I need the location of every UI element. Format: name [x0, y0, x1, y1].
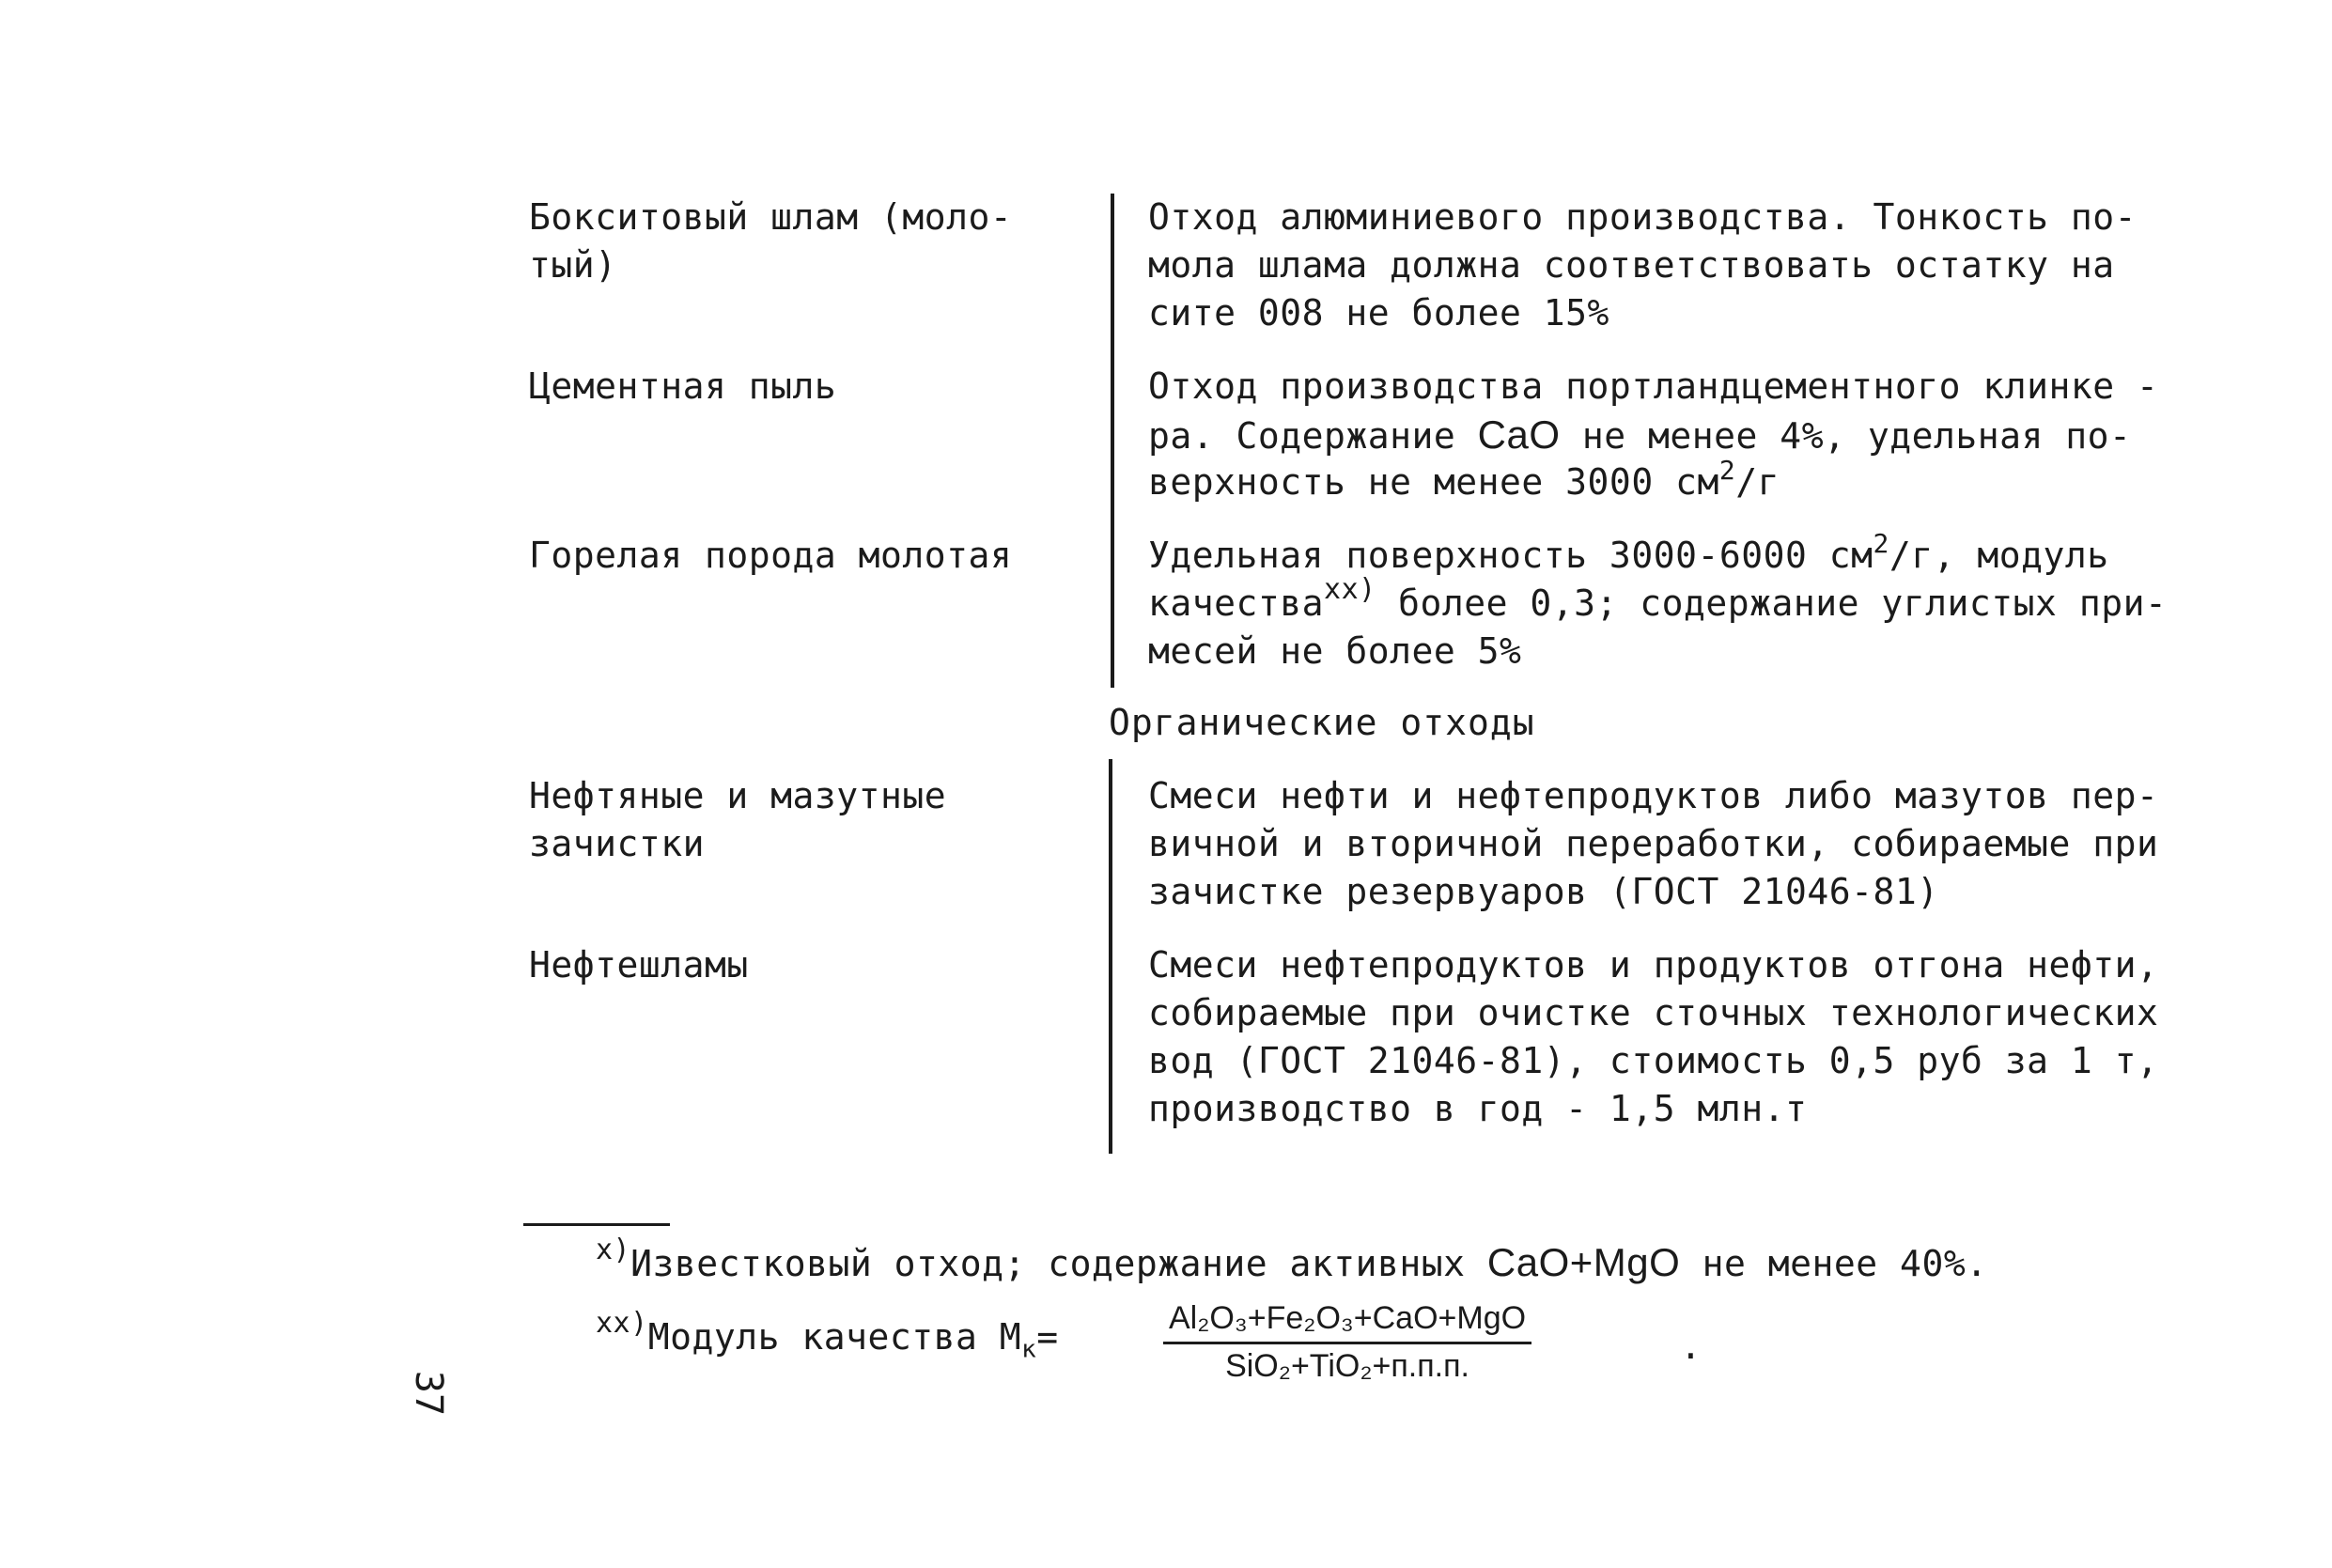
row-desc-line: собираемые при очистке сточных технологических — [1148, 992, 2159, 1033]
footnote-2 — [596, 1307, 1059, 1374]
row-desc-line: месей не более 5% — [1148, 630, 1522, 672]
row-name: Горелая порода молотая — [529, 535, 1013, 576]
footnote-rule — [523, 1223, 670, 1226]
superscript: 2 — [1873, 528, 1889, 559]
text-span: не менее 4%, удельная по- — [1560, 415, 2132, 457]
text-span: /г, модуль — [1889, 535, 2109, 576]
chem-formula: CaO+MgO — [1486, 1240, 1681, 1284]
column-divider — [1111, 194, 1114, 688]
superscript: 2 — [1718, 455, 1736, 486]
text-span: не менее 40%. — [1680, 1243, 1988, 1284]
text-span: качества — [1148, 582, 1325, 624]
chem-formula: CaO — [1477, 412, 1561, 457]
row-desc-line — [1148, 455, 1780, 509]
row-desc-line: зачистке резервуаров (ГОСТ 21046-81) — [1148, 871, 1939, 912]
row-desc-line: производство в год - 1,5 млн.т — [1148, 1088, 1808, 1129]
row-desc-line: вичной и вторичной переработки, собираемые при — [1148, 823, 2159, 864]
row-desc-line — [1148, 573, 2168, 630]
text-span: более 0,3; содержание углистых при- — [1376, 582, 2168, 624]
text-span: верхность не менее 3000 см — [1148, 461, 1719, 503]
text-span: /г — [1735, 461, 1780, 503]
section-heading: Органические отходы — [1109, 702, 1535, 743]
row-name: Цементная пыль — [529, 365, 837, 407]
row-name: Нефтешламы — [529, 944, 749, 986]
text-span: = — [1036, 1316, 1059, 1358]
quality-modulus-fraction — [1163, 1298, 1531, 1386]
column-divider — [1109, 759, 1112, 1154]
text-span: Известковый отход; содержание активных — [630, 1243, 1487, 1284]
row-desc-line — [1148, 528, 2109, 582]
row-desc-line: Смеси нефтепродуктов и продуктов отгона нефти, — [1148, 944, 2159, 986]
row-desc-line: вод (ГОСТ 21046-81), стоимость 0,5 руб за 1 т, — [1148, 1040, 2159, 1081]
fraction-denominator: SiO₂+TiO₂+п.п.п. — [1225, 1348, 1469, 1384]
row-desc-line: Смеси нефти и нефтепродуктов либо мазутов пер- — [1148, 775, 2159, 816]
row-name-cont: тый) — [529, 244, 617, 286]
row-desc-line — [1148, 411, 2131, 460]
subscript: к — [1021, 1335, 1037, 1364]
fraction-numerator: Al₂O₃+Fe₂O₃+CaO+MgO — [1163, 1298, 1531, 1344]
row-desc-line: Отход производства портландцементного клинке - — [1148, 365, 2159, 407]
row-name-cont: зачистки — [529, 823, 706, 864]
row-name: Нефтяные и мазутные — [529, 775, 947, 816]
footnote-ref: xx) — [1324, 573, 1376, 606]
row-desc-line: мола шлама должна соответствовать остатку на — [1148, 244, 2115, 286]
row-name: Бокситовый шлам (моло- — [529, 196, 1013, 238]
text-span: Модуль качества M — [647, 1316, 1022, 1358]
text-span: Удельная поверхность 3000-6000 см — [1148, 535, 1873, 576]
page-number: 37 — [407, 1370, 451, 1417]
footnote-mark: x) — [596, 1234, 631, 1266]
footnote-1 — [596, 1234, 1988, 1291]
row-desc-line: сите 008 не более 15% — [1148, 292, 1609, 334]
text-span: ра. Содержание — [1148, 415, 1478, 457]
footnote-mark: xx) — [596, 1307, 648, 1340]
row-desc-line: Отход алюминиевого производства. Тонкость по- — [1148, 196, 2138, 238]
footnote-end-period: . — [1680, 1326, 1702, 1367]
